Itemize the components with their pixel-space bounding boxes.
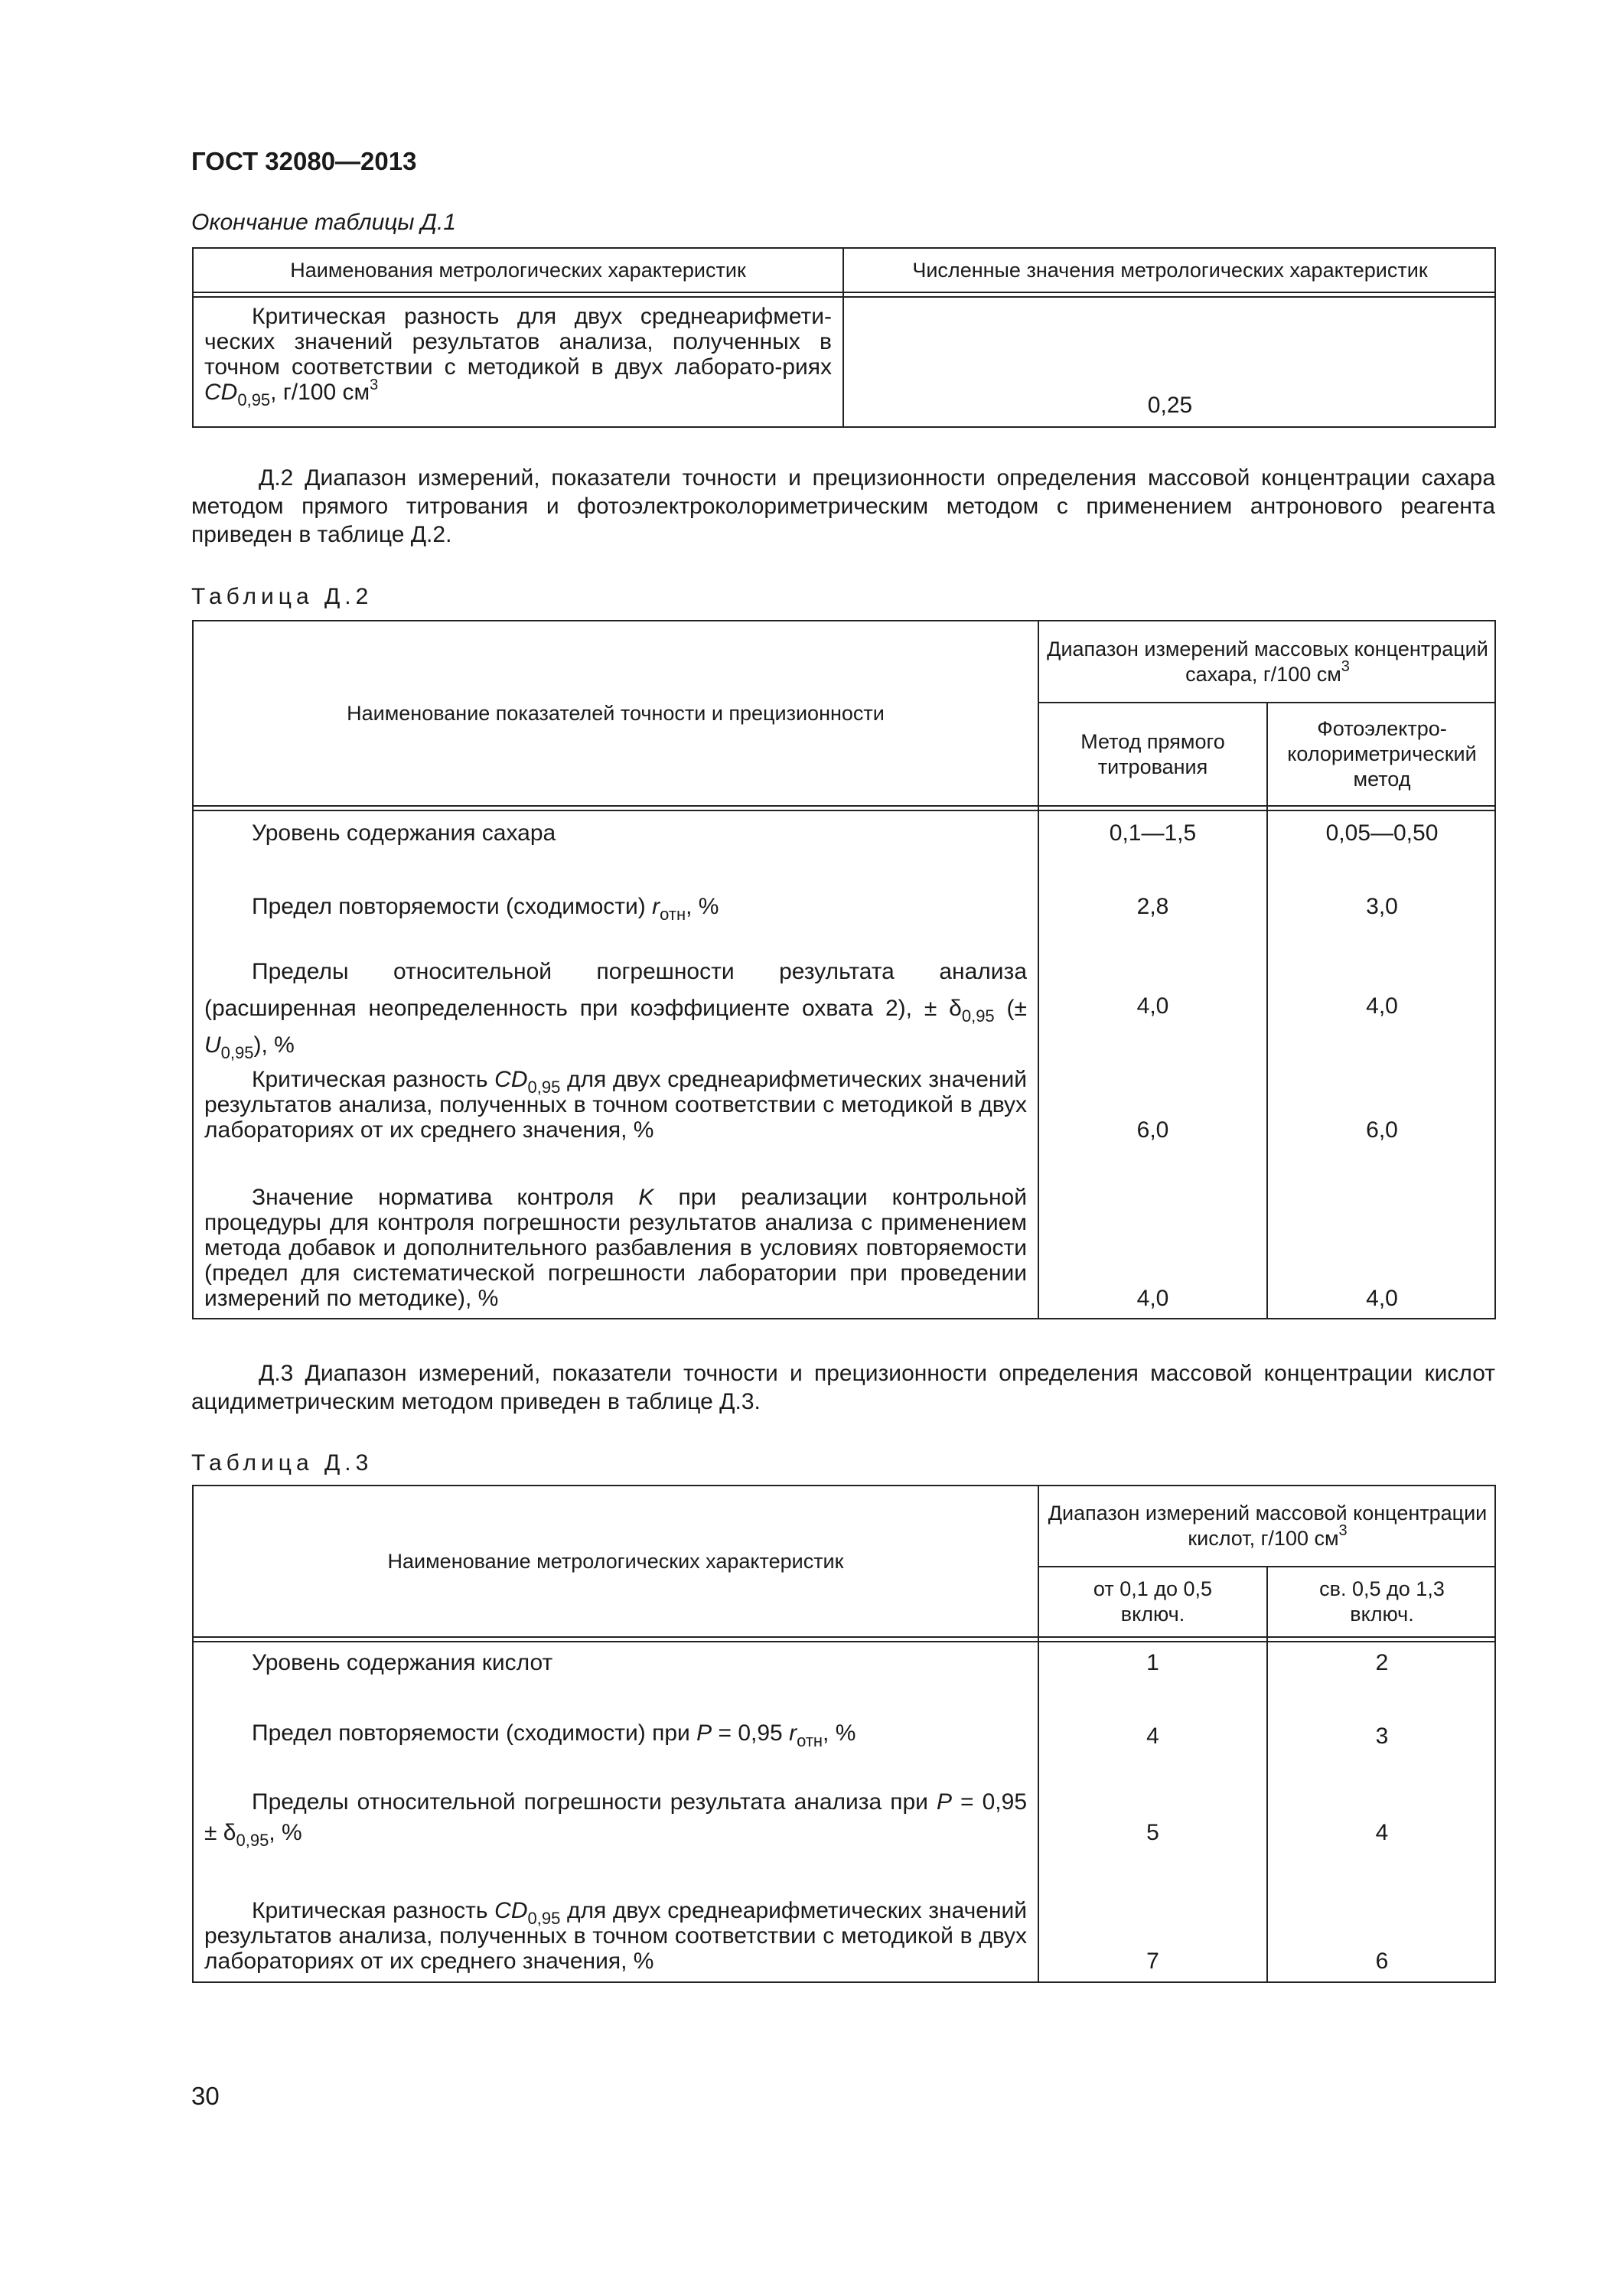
table-d2-row-5-value-2: 4,0	[1366, 1286, 1398, 1311]
table-d3-row-1-label: Уровень содержания кислот	[252, 1650, 553, 1675]
table-d2-subheader-1: Метод прямого титрования	[1080, 729, 1225, 778]
table-d2-header-group: Диапазон измерений массовых концентраций сахара, г/100 $см^3$	[1047, 637, 1488, 686]
table-d3-row-2-label: Предел повторяемости (сходимости) при P = 0,95 $r_{отн}$, %	[252, 1720, 856, 1750]
table-d2-row-5-value-1: 4,0	[1136, 1286, 1169, 1311]
table-d3-row-4-label: Критическая разность $CD_{0,95}$ для двух среднеарифметических значений результатов анализа, полученных в точном соответствии с методикой в двух лабораториях от их среднего значения, %	[204, 1898, 1027, 1974]
table-d3-row-2-value-2: 3	[1375, 1724, 1389, 1749]
table-d3-row-3-value-2: 4	[1375, 1820, 1389, 1845]
table-d2-subheader-2: Фотоэлектро-колориметрический метод	[1287, 717, 1477, 791]
table-d1-caption: Окончание таблицы Д.1	[191, 210, 456, 235]
table-d2-caption: Таблица Д.2	[191, 584, 373, 609]
table-d2-row-2-value-1: 2,8	[1136, 894, 1169, 919]
table-d3-subheader-2: св. 0,5 до 1,3 включ.	[1319, 1577, 1445, 1626]
table-d3-subheader-1: от 0,1 до 0,5 включ.	[1093, 1577, 1213, 1626]
table-d3-row-3-value-1: 5	[1146, 1820, 1159, 1845]
table-d1-row-label: Критическая разность для двух среднеарифмети-ческих значений результатов анализа, полученных в точном соответствии с методикой в двух лаборато-риях $CD_{0,95}$, г/100 $см^3$	[204, 304, 832, 409]
table-d2	[192, 620, 1496, 1319]
table-d3-header-col1: Наименование метрологических характеристик	[387, 1549, 844, 1573]
table-d2-row-3-value-2: 4,0	[1366, 993, 1398, 1019]
table-d3-row-1-value-1: 1	[1146, 1650, 1159, 1675]
paragraph-d3: Д.3 Диапазон измерений, показатели точности и прецизионности определения массовой концентрации кислот ацидиметрическим методом приведен в таблице Д.3.	[191, 1361, 1495, 1414]
table-d1-row-value: 0,25	[1147, 393, 1193, 418]
document-title: ГОСТ 32080—2013	[191, 147, 417, 175]
table-d2-row-4-label: Критическая разность $CD_{0,95}$ для двух среднеарифметических значений результатов анализа, полученных в точном соответствии с методикой в двух лабораториях от их среднего значения, %	[204, 1067, 1027, 1143]
table-d3	[192, 1485, 1496, 1983]
table-d1-header-1: Наименования метрологических характеристик	[290, 258, 746, 282]
table-d2-row-3-value-1: 4,0	[1136, 993, 1169, 1019]
paragraph-d2: Д.2 Диапазон измерений, показатели точности и прецизионности определения массовой концентрации сахара методом прямого титрования и фотоэлектроколориметрическим методом с применением антронового реагента приведен в таблице Д.2.	[191, 465, 1495, 547]
table-d2-row-5-label: Значение норматива контроля K при реализации контрольной процедуры для контроля погрешности результатов анализа с применением метода добавок и дополнительного разбавления в условиях повторяемости (предел для систематической погрешности лаборатории при проведении измерений по методике), %	[204, 1185, 1027, 1311]
table-d2-row-4-value-1: 6,0	[1136, 1117, 1169, 1143]
table-d3-row-4-value-2: 6	[1375, 1949, 1389, 1974]
table-d3-header-group: Диапазон измерений массовой концентрации кислот, г/100 $см^3$	[1048, 1502, 1488, 1550]
table-d2-row-2-label: Предел повторяемости (сходимости) $r_{отн}$, %	[252, 894, 719, 924]
table-d3-row-4-value-1: 7	[1146, 1949, 1159, 1974]
table-d3-row-2-value-1: 4	[1146, 1724, 1159, 1749]
table-d3-row-1-value-2: 2	[1375, 1650, 1389, 1675]
table-d2-row-3-label: Пределы относительной погрешности результата анализа (расширенная неопределенность при коэффициенте охвата 2), ± $\delta_{0,95}$ (± $U_{0,95}$), %	[204, 959, 1027, 1062]
table-d3-row-3-label: Пределы относительной погрешности результата анализа при $P = 0,95 \pm \delta_{0,95}$, %	[204, 1789, 1027, 1850]
table-d2-row-1-value-2: 0,05—0,50	[1325, 820, 1439, 846]
table-d2-row-2-value-2: 3,0	[1366, 894, 1398, 919]
table-d2-row-1-label: Уровень содержания сахара	[252, 820, 556, 846]
table-d1	[192, 247, 1496, 428]
table-d3-caption: Таблица Д.3	[191, 1450, 373, 1476]
table-d2-row-1-value-1: 0,1—1,5	[1109, 820, 1197, 846]
table-d1-header-2: Численные значения метрологических характеристик	[912, 258, 1428, 282]
table-d2-row-4-value-2: 6,0	[1366, 1117, 1398, 1143]
page-number: 30	[191, 2082, 220, 2110]
table-d2-header-col1: Наименование показателей точности и прецизионности	[347, 701, 885, 725]
